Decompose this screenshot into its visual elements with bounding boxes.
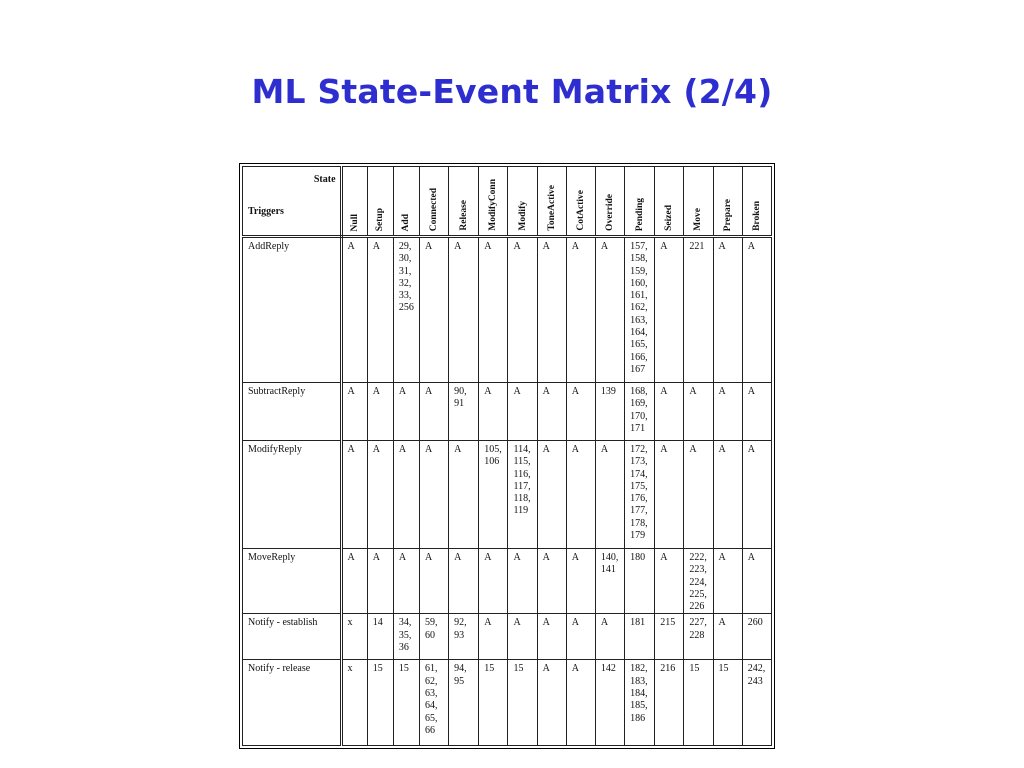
state-header-broken (742, 167, 771, 237)
matrix-cell: A (341, 441, 367, 549)
matrix-cell: A (449, 441, 479, 549)
matrix-cell: A (341, 549, 367, 614)
matrix-cell: A (393, 549, 419, 614)
matrix-cell: 142 (595, 660, 624, 746)
matrix-cell: 15 (393, 660, 419, 746)
table-row (243, 549, 772, 614)
matrix-cell: 140, 141 (595, 549, 624, 614)
state-axis-label: State (313, 174, 336, 185)
matrix-cell: 15 (367, 660, 393, 746)
matrix-cell: 15 (684, 660, 713, 746)
matrix-cell: A (508, 614, 537, 660)
matrix-cell: 92, 93 (449, 614, 479, 660)
matrix-cell: A (742, 237, 771, 383)
matrix-cell: 15 (713, 660, 742, 746)
matrix-cell: A (655, 383, 684, 441)
matrix-cell: 114, 115, 116, 117, 118, 119 (508, 441, 537, 549)
matrix-cell: A (713, 549, 742, 614)
matrix-cell: A (479, 614, 508, 660)
matrix-cell: A (419, 549, 448, 614)
state-header-label: Pending (634, 197, 645, 231)
matrix-cell: 157, 158, 159, 160, 161, 162, 163, 164, 165, 166, 167 (625, 237, 655, 383)
matrix-cell: A (537, 441, 566, 549)
matrix-cell: A (393, 441, 419, 549)
matrix-cell: A (419, 441, 448, 549)
trigger-label: AddReply (243, 237, 342, 383)
matrix-cell: 227, 228 (684, 614, 713, 660)
triggers-axis-label: Triggers (248, 206, 284, 217)
matrix-cell: A (393, 383, 419, 441)
matrix-cell: 29, 30, 31, 32, 33, 256 (393, 237, 419, 383)
slide-title: ML State-Event Matrix (2/4) (251, 72, 773, 111)
matrix-cell: A (566, 383, 595, 441)
state-header-label: Seized (664, 205, 675, 231)
matrix-cell: 180 (625, 549, 655, 614)
matrix-cell: A (684, 383, 713, 441)
state-header-move (684, 167, 713, 237)
table-row (243, 383, 772, 441)
state-header-setup (367, 167, 393, 237)
state-header-label: Modify (517, 201, 528, 231)
matrix-cell: 260 (742, 614, 771, 660)
matrix-cell: 222, 223, 224, 225, 226 (684, 549, 713, 614)
state-header-label: Add (401, 213, 412, 231)
matrix-cell: 215 (655, 614, 684, 660)
state-header-label: Null (349, 213, 360, 231)
state-header-null (341, 167, 367, 237)
matrix-cell: A (537, 383, 566, 441)
state-header-label: ModifyConn (488, 179, 499, 231)
matrix-cell: 15 (479, 660, 508, 746)
state-header-modifyconn (479, 167, 508, 237)
matrix-cell: A (684, 441, 713, 549)
matrix-cell: A (508, 383, 537, 441)
matrix-cell: A (566, 549, 595, 614)
trigger-label: SubtractReply (243, 383, 342, 441)
trigger-label: MoveReply (243, 549, 342, 614)
matrix-cell: x (341, 660, 367, 746)
state-header-label: ToneActive (546, 185, 557, 231)
matrix-cell: A (508, 237, 537, 383)
matrix-cell: A (449, 549, 479, 614)
matrix-cell: A (655, 441, 684, 549)
matrix-cell: A (341, 237, 367, 383)
matrix-cell: 105, 106 (479, 441, 508, 549)
matrix-cell: A (566, 441, 595, 549)
matrix-table (242, 166, 772, 746)
matrix-cell: A (566, 237, 595, 383)
matrix-cell: A (566, 660, 595, 746)
state-header-cotactive (566, 167, 595, 237)
state-header-release (449, 167, 479, 237)
header-row (243, 167, 772, 237)
matrix-cell: A (742, 441, 771, 549)
matrix-cell: A (367, 441, 393, 549)
matrix-cell: A (595, 614, 624, 660)
state-header-prepare (713, 167, 742, 237)
matrix-cell: A (449, 237, 479, 383)
matrix-cell: 181 (625, 614, 655, 660)
matrix-cell: 168, 169, 170, 171 (625, 383, 655, 441)
state-header-modify (508, 167, 537, 237)
matrix-cell: A (713, 383, 742, 441)
corner-header (243, 167, 342, 237)
matrix-cell: A (367, 383, 393, 441)
matrix-cell: A (713, 441, 742, 549)
matrix-cell: 182, 183, 184, 185, 186 (625, 660, 655, 746)
matrix-cell: A (537, 660, 566, 746)
table-row (243, 441, 772, 549)
matrix-cell: 216 (655, 660, 684, 746)
matrix-cell: A (742, 383, 771, 441)
state-header-label: CotActive (575, 190, 586, 231)
trigger-label: Notify - release (243, 660, 342, 746)
table-row (243, 614, 772, 660)
state-header-toneactive (537, 167, 566, 237)
matrix-cell: 139 (595, 383, 624, 441)
matrix-cell: A (713, 237, 742, 383)
matrix-cell: A (537, 614, 566, 660)
matrix-cell: 221 (684, 237, 713, 383)
matrix-cell: A (537, 237, 566, 383)
state-event-matrix (239, 163, 775, 749)
state-header-label: Release (458, 200, 469, 231)
matrix-cell: A (566, 614, 595, 660)
matrix-cell: 172, 173, 174, 175, 176, 177, 178, 179 (625, 441, 655, 549)
state-header-label: Override (604, 194, 615, 231)
state-header-pending (625, 167, 655, 237)
matrix-cell: A (367, 549, 393, 614)
table-row (243, 660, 772, 746)
state-header-add (393, 167, 419, 237)
matrix-cell: 14 (367, 614, 393, 660)
matrix-cell: A (655, 549, 684, 614)
matrix-cell: A (419, 383, 448, 441)
state-header-label: Connected (428, 187, 439, 231)
matrix-cell: A (341, 383, 367, 441)
state-header-override (595, 167, 624, 237)
matrix-cell: A (508, 549, 537, 614)
matrix-cell: A (479, 237, 508, 383)
table-row (243, 237, 772, 383)
matrix-cell: A (367, 237, 393, 383)
matrix-cell: A (479, 549, 508, 614)
matrix-cell: A (419, 237, 448, 383)
state-header-connected (419, 167, 448, 237)
matrix-cell: 242, 243 (742, 660, 771, 746)
state-header-label: Broken (751, 201, 762, 231)
state-header-seized (655, 167, 684, 237)
matrix-cell: 90, 91 (449, 383, 479, 441)
matrix-cell: A (537, 549, 566, 614)
state-header-label: Setup (375, 207, 386, 231)
matrix-cell: 94, 95 (449, 660, 479, 746)
matrix-cell: A (655, 237, 684, 383)
matrix-cell: A (595, 237, 624, 383)
matrix-cell: 59, 60 (419, 614, 448, 660)
state-header-label: Prepare (722, 198, 733, 231)
matrix-cell: A (713, 614, 742, 660)
matrix-cell: 15 (508, 660, 537, 746)
matrix-cell: A (595, 441, 624, 549)
matrix-cell: A (742, 549, 771, 614)
state-header-label: Move (693, 208, 704, 231)
trigger-label: ModifyReply (243, 441, 342, 549)
trigger-label: Notify - establish (243, 614, 342, 660)
matrix-cell: 61, 62, 63, 64, 65, 66 (419, 660, 448, 746)
matrix-cell: x (341, 614, 367, 660)
matrix-cell: 34, 35, 36 (393, 614, 419, 660)
matrix-cell: A (479, 383, 508, 441)
